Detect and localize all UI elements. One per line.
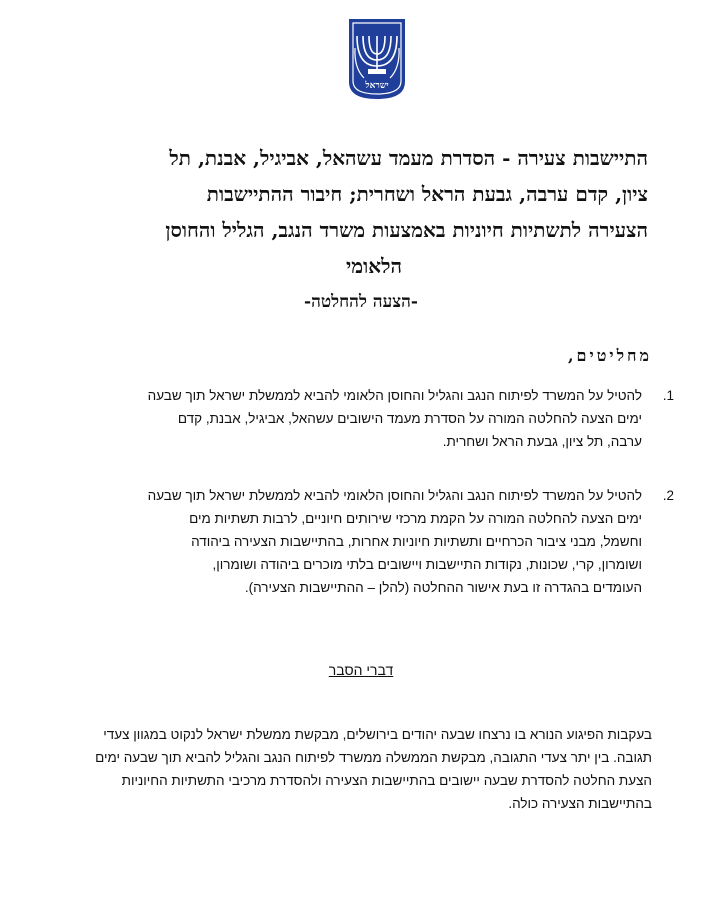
- item-line: להטיל על המשרד לפיתוח הנגב והגליל והחוסן הלאומי להביא לממשלת ישראל תוך שבעה: [147, 388, 642, 403]
- item-line: להטיל על המשרד לפיתוח הנגב והגליל והחוסן הלאומי להביא לממשלת ישראל תוך שבעה: [147, 488, 642, 503]
- explanation-line: הצעת החלטה להסדרת שבעה יישובים בהתיישבות הצעירה ולהסדרת מרכיבי התשתיות החיוניות: [121, 773, 652, 788]
- explanation-line: בעקבות הפיגוע הנורא בו נרצחו שבעה יהודים בירושלים, מבקשת ממשלת ישראל לנקוט במגוון צעדי: [103, 727, 652, 742]
- item-line: ערבה, תל ציון, גבעת הראל ושחרית.: [442, 434, 642, 449]
- title-line: הצעירה לתשתיות חיוניות באמצעות משרד הנגב, הגליל והחוסן: [165, 218, 648, 242]
- item-line: וחשמל, מבני ציבור הכרחיים ותשתיות חיוניות אחרות, בהתיישבות הצעירה ביהודה: [191, 534, 642, 549]
- title-line: ציון, קדם ערבה, גבעת הראל ושחרית; חיבור ההתיישבות: [206, 182, 648, 206]
- document-subtitle: -הצעה להחלטה-: [304, 292, 418, 312]
- item-line: העומדים בהגדרה זו בעת אישור ההחלטה (להלן – ההתיישבות הצעירה).: [244, 580, 642, 595]
- emblem-caption: ישראל: [365, 81, 389, 91]
- menorah-emblem-icon: [348, 18, 406, 100]
- explanation-line: תגובה. בין יתר צעדי התגובה, מבקשת הממשלה ממשרד לפיתוח הנגב והגליל להביא תוך שבעה ימים: [95, 750, 652, 765]
- item-line: ושומרון, קרי, שכונות, נקודות התיישבות ויישובים בלתי מוכרים ביהודה ושומרון,: [212, 557, 642, 572]
- decision-item: [102, 484, 674, 599]
- item-number: 1.: [662, 388, 674, 403]
- explanation-line: בהתיישבות הצעירה כולה.: [508, 796, 652, 811]
- explanation-heading: דברי הסבר: [328, 662, 394, 678]
- title-line: הלאומי: [346, 254, 402, 278]
- item-line: ימים הצעה להחלטה המורה על הקמת מרכזי שירותים חיוניים, לרבות תשתיות מים: [189, 511, 642, 526]
- item-number: 2.: [662, 488, 674, 503]
- explanation-paragraph: [92, 723, 652, 815]
- decision-item: [102, 384, 674, 453]
- item-line: ימים הצעה להחלטה המורה על הסדרת מעמד הישובים עשהאל, אביגיל, אבנת, קדם: [177, 411, 642, 426]
- decision-heading: מחליטים,: [567, 346, 652, 365]
- document-title: [100, 140, 648, 284]
- title-line: התיישבות צעירה - הסדרת מעמד עשהאל, אביגיל, אבנת, תל: [169, 146, 648, 170]
